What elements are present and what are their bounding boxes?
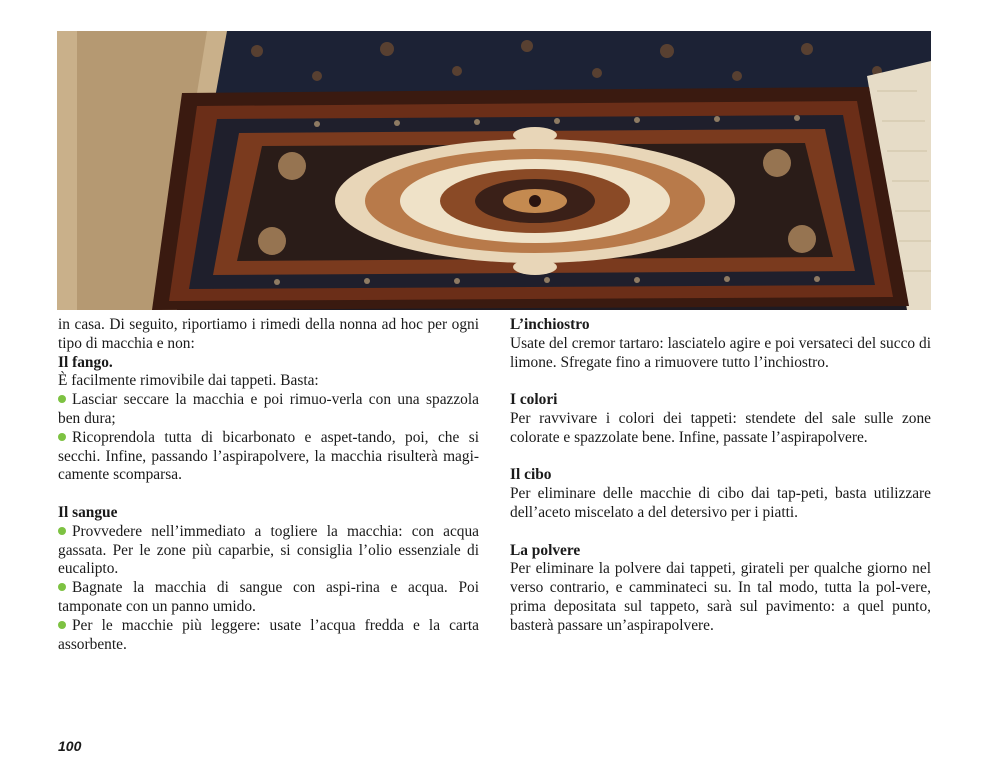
colori-text: Per ravvivare i colori dei tappeti: stendete del sale sulle zone colorate e spazzolate bene. Infine, passate l’aspirapolvere.: [510, 409, 931, 446]
fango-text: È facilmente rimovibile dai tappeti. Basta:: [58, 372, 319, 390]
fango-heading: Il fango.: [58, 353, 113, 371]
sangue-bullet-2-text: Bagnate la macchia di sangue con aspi-rina e acqua. Poi tamponate con un panno umido.: [58, 579, 479, 615]
section-gap: [510, 523, 931, 542]
rug-photo: [57, 31, 931, 310]
polvere-text: Per eliminare la polvere dai tappeti, girateli per qualche giorno nel verso contrario, e camminateci su. In tal modo, tutta la pol-vere, prima depositata sul tappeto, sarà sul pavimento: a quel punto, basterà passare un’aspirapolvere.: [510, 560, 931, 634]
fango-bullet-2: [58, 429, 479, 485]
fango-bullet-1: [58, 391, 479, 429]
cibo-text: Per eliminare delle macchie di cibo dai tap-peti, basta utilizzare dell’aceto miscelato a del detersivo per i piatti.: [510, 485, 931, 521]
sangue-heading: Il sangue: [58, 503, 118, 521]
sangue-bullet-1-text: Provvedere nell’immediato a togliere la macchia: con acqua gassata. Per le zone più caparbie, si consiglia l’olio essenziale di eucalipto.: [58, 522, 479, 578]
fango-bullet-2-text: Ricoprendola tutta di bicarbonato e aspet-tando, poi, che si secchi. Infine, passando l’aspirapolvere, la macchia risulterà magi-camente scomparsa.: [58, 428, 479, 484]
page-number: 100: [58, 738, 82, 754]
bullet-icon: [58, 395, 66, 403]
right-column: [510, 316, 931, 636]
bullet-icon: [58, 621, 66, 629]
section-gap: [510, 448, 931, 467]
bullet-icon: [58, 583, 66, 591]
bullet-icon: [58, 433, 66, 441]
sangue-bullet-2: [58, 579, 479, 617]
inchiostro-text: Usate del cremor tartaro: lasciatelo agire e poi versateci del succo di limone. Sfregate fino a rimuovere tutto l’inchiostro.: [510, 334, 931, 371]
section-gap: [510, 372, 931, 391]
sangue-bullet-3: [58, 617, 479, 655]
inchiostro-heading: L’inchiostro: [510, 316, 590, 333]
colori-heading: I colori: [510, 391, 558, 409]
sangue-bullet-3-text: Per le macchie più leggere: usate l’acqua fredda e la carta assorbente.: [58, 616, 479, 653]
left-column: [58, 316, 479, 654]
intro-paragraph: in casa. Di seguito, riportiamo i rimedi della nonna ad hoc per ogni tipo di macchia e non:: [58, 316, 479, 352]
cibo-heading: Il cibo: [510, 466, 552, 484]
polvere-heading: La polvere: [510, 541, 581, 559]
fango-bullet-1-text: Lasciar seccare la macchia e poi rimuo-verla con una spazzola ben dura;: [58, 391, 479, 427]
sangue-bullet-1: [58, 523, 479, 579]
section-gap: [58, 485, 479, 504]
bullet-icon: [58, 527, 66, 535]
